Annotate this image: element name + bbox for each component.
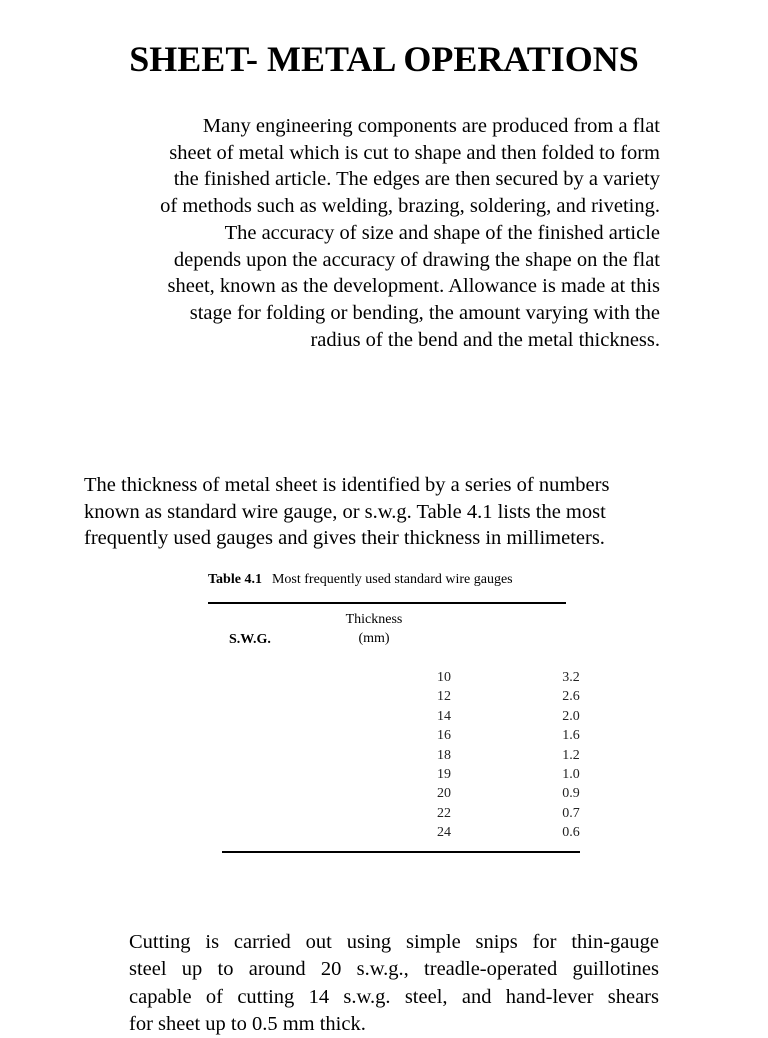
intro-line: Many engineering components are produced from a flat — [202, 115, 660, 137]
thickness-cell: 1.2 — [562, 747, 580, 763]
swg-cell: 24 — [437, 825, 451, 841]
gauge-line: The thickness of metal sheet is identified by a series of numbers — [84, 474, 610, 496]
swg-cell: 12 — [437, 689, 451, 705]
table-bottom-rule — [222, 851, 580, 853]
page-title: SHEET- METAL OPERATIONS — [129, 39, 639, 79]
swg-cell: 16 — [437, 728, 451, 744]
swg-cell: 22 — [437, 805, 451, 821]
thickness-cell: 3.2 — [562, 670, 580, 685]
swg-column — [426, 668, 462, 843]
header-thickness-label: Thickness — [345, 612, 403, 627]
intro-line: sheet of metal which is cut to shape and then folded to form — [169, 141, 660, 164]
intro-line: stage for folding or bending, the amount varying with the — [189, 301, 660, 324]
intro-line: depends upon the accuracy of drawing the shape on the flat — [173, 248, 660, 271]
table-top-rule — [208, 602, 566, 604]
header-thickness — [336, 612, 412, 647]
header-swg: S.W.G. — [229, 632, 271, 647]
intro-line: sheet, known as the development. Allowance is made at this — [167, 275, 660, 298]
table-caption-text: Most frequently used standard wire gauges — [271, 572, 513, 587]
gauge-line: frequently used gauges and gives their thickness in millimeters. — [84, 527, 605, 549]
table-caption — [208, 572, 513, 588]
cutting-line: Cutting is carried out using simple snips for thin-gauge — [129, 931, 659, 953]
intro-line: The accuracy of size and shape of the finished article — [224, 221, 660, 244]
thickness-cell: 0.6 — [562, 825, 580, 841]
thickness-cell: 0.7 — [562, 805, 580, 821]
cutting-line: for sheet up to 0.5 mm thick. — [129, 1012, 366, 1035]
table-caption-label: Table 4.1 — [208, 572, 262, 587]
swg-cell: 19 — [437, 767, 451, 783]
gauge-line: known as standard wire gauge, or s.w.g. Table 4.1 lists the most — [84, 500, 606, 523]
thickness-cell: 2.0 — [562, 708, 580, 724]
intro-line: of methods such as welding, brazing, soldering, and riveting. — [160, 195, 660, 218]
swg-cell: 14 — [437, 708, 451, 724]
gauge-paragraph — [84, 472, 684, 552]
intro-paragraph — [80, 113, 660, 353]
intro-line: the finished article. The edges are then secured by a variety — [173, 168, 660, 191]
thickness-cell: 1.6 — [562, 728, 580, 744]
cutting-paragraph — [129, 929, 659, 1038]
thickness-cell: 0.9 — [562, 786, 580, 802]
swg-cell: 20 — [437, 786, 451, 802]
cutting-line: capable of cutting 14 s.w.g. steel, and hand-lever shears — [129, 985, 659, 1008]
cutting-line: steel up to around 20 s.w.g., treadle-operated guillotines — [129, 958, 659, 981]
thickness-cell: 1.0 — [562, 767, 580, 783]
header-thickness-unit: (mm) — [358, 631, 390, 646]
swg-cell: 18 — [437, 747, 451, 763]
swg-cell: 10 — [437, 670, 451, 685]
intro-line: radius of the bend and the metal thickness. — [310, 328, 660, 351]
thickness-cell: 2.6 — [562, 689, 580, 705]
thickness-column — [553, 668, 589, 843]
